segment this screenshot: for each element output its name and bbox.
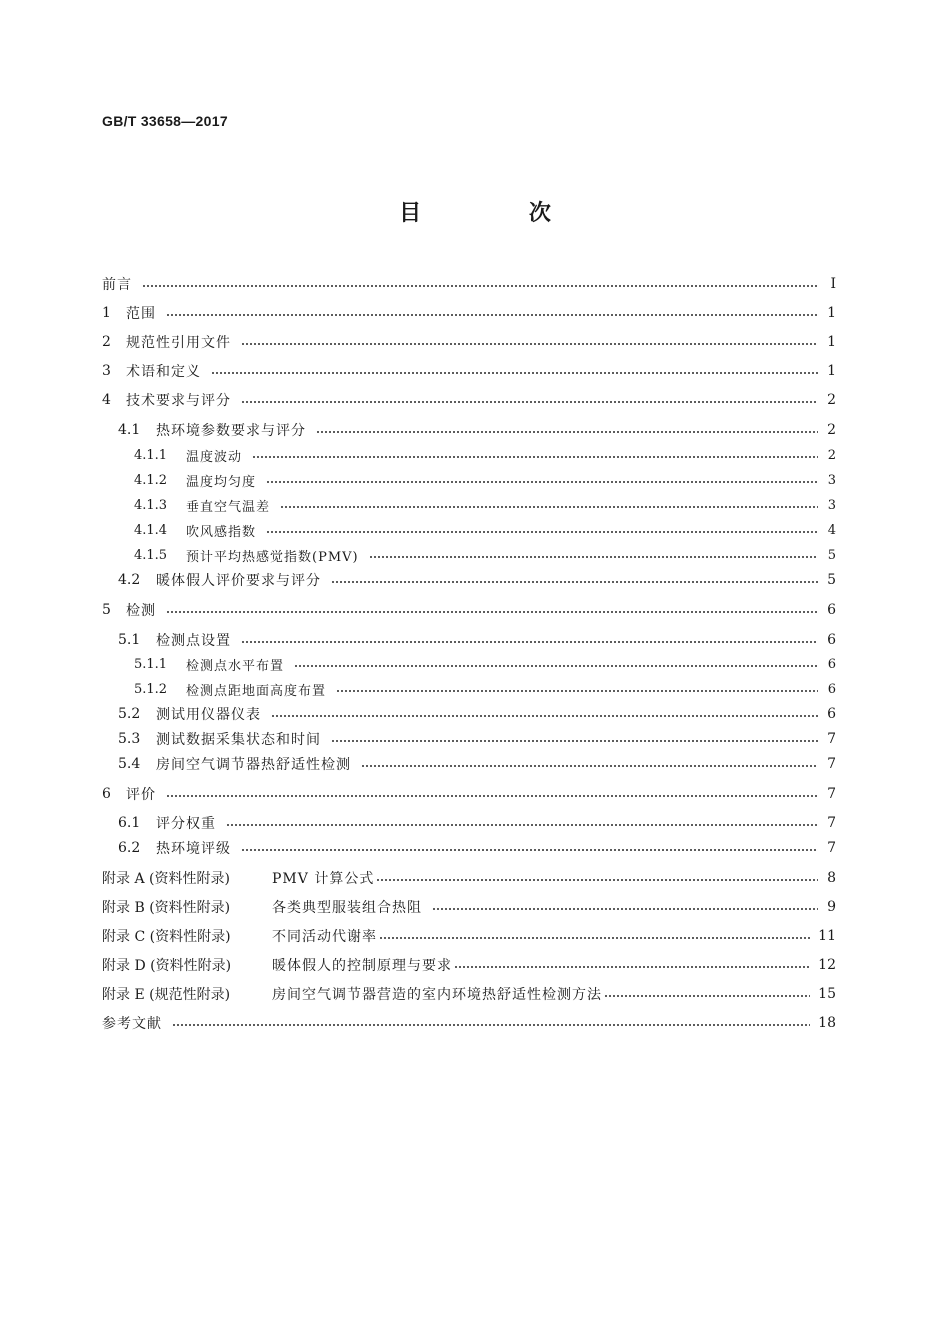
toc-entry-page: 5	[827, 572, 836, 588]
toc-entry-page: 2	[827, 422, 836, 438]
toc-entry-page: 6	[827, 681, 836, 697]
dot-leader	[432, 908, 818, 910]
dot-leader	[454, 966, 810, 968]
toc-entry-number: 4.2	[118, 572, 141, 588]
toc-entry-number: 4	[102, 392, 111, 408]
toc-entry-page: 7	[827, 786, 836, 802]
toc-entry-4-1-2[interactable]	[102, 470, 836, 490]
toc-entry-label: 房间空气调节器营造的室内环境热舒适性检测方法	[272, 987, 602, 1003]
toc-entry-3[interactable]	[102, 361, 836, 381]
dot-leader	[604, 995, 810, 997]
toc-entry-label: 规范性引用文件	[126, 335, 231, 351]
toc-entry-number: 2	[102, 334, 111, 350]
toc-entry-page: 1	[827, 363, 836, 379]
toc-entry-number: 附录 D (资料性附录)	[102, 958, 232, 974]
toc-entry-page: 2	[827, 392, 836, 408]
toc-entry-4-1[interactable]	[102, 420, 836, 440]
dot-leader	[336, 690, 818, 692]
toc-entry-4-1-5[interactable]	[102, 545, 836, 565]
toc-entry-label: 各类典型服装组合热阻	[272, 900, 422, 916]
toc-entry-number: 6	[102, 786, 111, 802]
toc-entry-appendix-e[interactable]	[102, 984, 836, 1004]
dot-leader	[266, 481, 818, 483]
toc-entry-appendix-d[interactable]	[102, 955, 836, 975]
toc-entry-4-1-3[interactable]	[102, 495, 836, 515]
toc-entry-number: 6.1	[118, 815, 141, 831]
toc-entry-number: 4.1.5	[134, 547, 168, 563]
toc-entry-page: 3	[827, 472, 836, 488]
toc-entry-number: 5.1.1	[134, 656, 168, 672]
dot-leader	[241, 401, 818, 403]
dot-leader	[166, 795, 818, 797]
toc-entry-label: 预计平均热感觉指数(PMV)	[186, 549, 359, 565]
toc-entry-label: 检测点水平布置	[186, 658, 285, 674]
toc-entry-4-2[interactable]	[102, 570, 836, 590]
toc-entry-5-1-1[interactable]	[102, 654, 836, 674]
dot-leader	[166, 611, 818, 613]
toc-entry-page: 7	[827, 756, 836, 772]
toc-entry-5-2[interactable]	[102, 704, 836, 724]
dot-leader	[142, 285, 818, 287]
toc-entry-number: 6.2	[118, 840, 141, 856]
toc-entry-page: 15	[818, 986, 836, 1002]
toc-entry-foreword[interactable]	[102, 274, 836, 294]
toc-entry-label: 吹风感指数	[186, 524, 257, 540]
toc-entry-number: 4.1	[118, 422, 141, 438]
toc-entry-label: 垂直空气温差	[186, 499, 271, 515]
toc-entry-5-1-2[interactable]	[102, 679, 836, 699]
toc-entry-page: 6	[827, 656, 836, 672]
toc-entry-6[interactable]	[102, 784, 836, 804]
toc-entry-label: 检测	[126, 603, 156, 619]
toc-entry-number: 附录 C (资料性附录)	[102, 929, 231, 945]
toc-entry-number: 4.1.3	[134, 497, 168, 513]
toc-entry-label: 热环境评级	[156, 841, 231, 857]
toc-entry-label: 技术要求与评分	[126, 393, 231, 409]
toc-entry-5-1[interactable]	[102, 630, 836, 650]
toc-entry-6-2[interactable]	[102, 838, 836, 858]
toc-entry-number: 4.1.1	[134, 447, 168, 463]
toc-entry-page: 11	[818, 928, 836, 944]
toc-entry-page: 6	[827, 602, 836, 618]
toc-entry-number: 1	[102, 305, 111, 321]
toc-entry-label: 前言	[102, 277, 132, 293]
toc-entry-number: 附录 A (资料性附录)	[102, 871, 230, 887]
dot-leader	[379, 937, 810, 939]
toc-entry-number: 附录 B (资料性附录)	[102, 900, 231, 916]
toc-entry-number: 5	[102, 602, 111, 618]
toc-entry-page: 6	[827, 632, 836, 648]
toc-entry-label: PMV 计算公式	[272, 871, 375, 887]
toc-entry-number: 5.3	[118, 731, 141, 747]
dot-leader	[369, 556, 818, 558]
dot-leader	[241, 641, 818, 643]
toc-entry-label: 测试用仪器仪表	[156, 707, 261, 723]
toc-entry-appendix-b[interactable]	[102, 897, 836, 917]
dot-leader	[331, 581, 818, 583]
toc-entry-label: 温度波动	[186, 449, 243, 465]
dot-leader	[252, 456, 818, 458]
toc-entry-5-4[interactable]	[102, 754, 836, 774]
dot-leader	[376, 879, 818, 881]
dot-leader	[241, 849, 818, 851]
toc-entry-label: 评分权重	[156, 816, 216, 832]
dot-leader	[266, 531, 818, 533]
toc-entry-label: 暖体假人评价要求与评分	[156, 573, 321, 589]
dot-leader	[172, 1024, 810, 1026]
toc-entry-4[interactable]	[102, 390, 836, 410]
toc-entry-page: 12	[818, 957, 836, 973]
dot-leader	[294, 665, 818, 667]
toc-entry-appendix-c[interactable]	[102, 926, 836, 946]
toc-entry-label: 热环境参数要求与评分	[156, 423, 306, 439]
page-title: 目 次	[399, 201, 601, 226]
dot-leader	[316, 431, 818, 433]
dot-leader	[331, 740, 818, 742]
toc-entry-page: 6	[827, 706, 836, 722]
toc-entry-number: 3	[102, 363, 111, 379]
toc-entry-5[interactable]	[102, 600, 836, 620]
toc-entry-4-1-1[interactable]	[102, 445, 836, 465]
toc-entry-label: 不同活动代谢率	[272, 929, 377, 945]
toc-entry-number: 5.4	[118, 756, 141, 772]
toc-entry-label: 评价	[126, 787, 156, 803]
toc-entry-number: 5.2	[118, 706, 141, 722]
toc-entry-page: 7	[827, 840, 836, 856]
standard-code: GB/T 33658—2017	[102, 113, 228, 129]
toc-entry-label: 参考文献	[102, 1016, 162, 1032]
toc-entry-bibliography[interactable]	[102, 1013, 836, 1033]
toc-entry-page: 7	[827, 815, 836, 831]
toc-entry-page: 5	[827, 547, 836, 563]
toc-entry-label: 检测点距地面高度布置	[186, 683, 327, 699]
toc-entry-page: Ⅰ	[830, 276, 836, 292]
toc-entry-page: 1	[827, 305, 836, 321]
toc-entry-page: 18	[818, 1015, 836, 1031]
toc-entry-page: 1	[827, 334, 836, 350]
toc-entry-page: 2	[827, 447, 836, 463]
toc-entry-page: 3	[827, 497, 836, 513]
toc-entry-label: 测试数据采集状态和时间	[156, 732, 321, 748]
dot-leader	[271, 715, 818, 717]
dot-leader	[166, 314, 818, 316]
toc-entry-page: 9	[827, 899, 836, 915]
dot-leader	[361, 765, 818, 767]
toc-entry-label: 检测点设置	[156, 633, 231, 649]
toc-entry-number: 5.1	[118, 632, 141, 648]
toc-entry-number: 4.1.4	[134, 522, 168, 538]
toc-entry-appendix-a[interactable]	[102, 868, 836, 888]
toc-entry-2[interactable]	[102, 332, 836, 352]
toc-entry-label: 术语和定义	[126, 364, 201, 380]
toc-entry-5-3[interactable]	[102, 729, 836, 749]
toc-entry-page: 4	[827, 522, 836, 538]
toc-entry-number: 4.1.2	[134, 472, 168, 488]
toc-entry-page: 8	[827, 870, 836, 886]
toc-entry-label: 暖体假人的控制原理与要求	[272, 958, 452, 974]
toc-entry-label: 温度均匀度	[186, 474, 257, 490]
toc-entry-number: 附录 E (规范性附录)	[102, 987, 231, 1003]
dot-leader	[226, 824, 818, 826]
toc-entry-label: 房间空气调节器热舒适性检测	[156, 757, 351, 773]
dot-leader	[241, 343, 818, 345]
toc-entry-number: 5.1.2	[134, 681, 168, 697]
toc-entry-4-1-4[interactable]	[102, 520, 836, 540]
dot-leader	[211, 372, 818, 374]
toc-entry-1[interactable]	[102, 303, 836, 323]
toc-entry-label: 范围	[126, 306, 156, 322]
toc-entry-page: 7	[827, 731, 836, 747]
dot-leader	[280, 506, 818, 508]
toc-entry-6-1[interactable]	[102, 813, 836, 833]
